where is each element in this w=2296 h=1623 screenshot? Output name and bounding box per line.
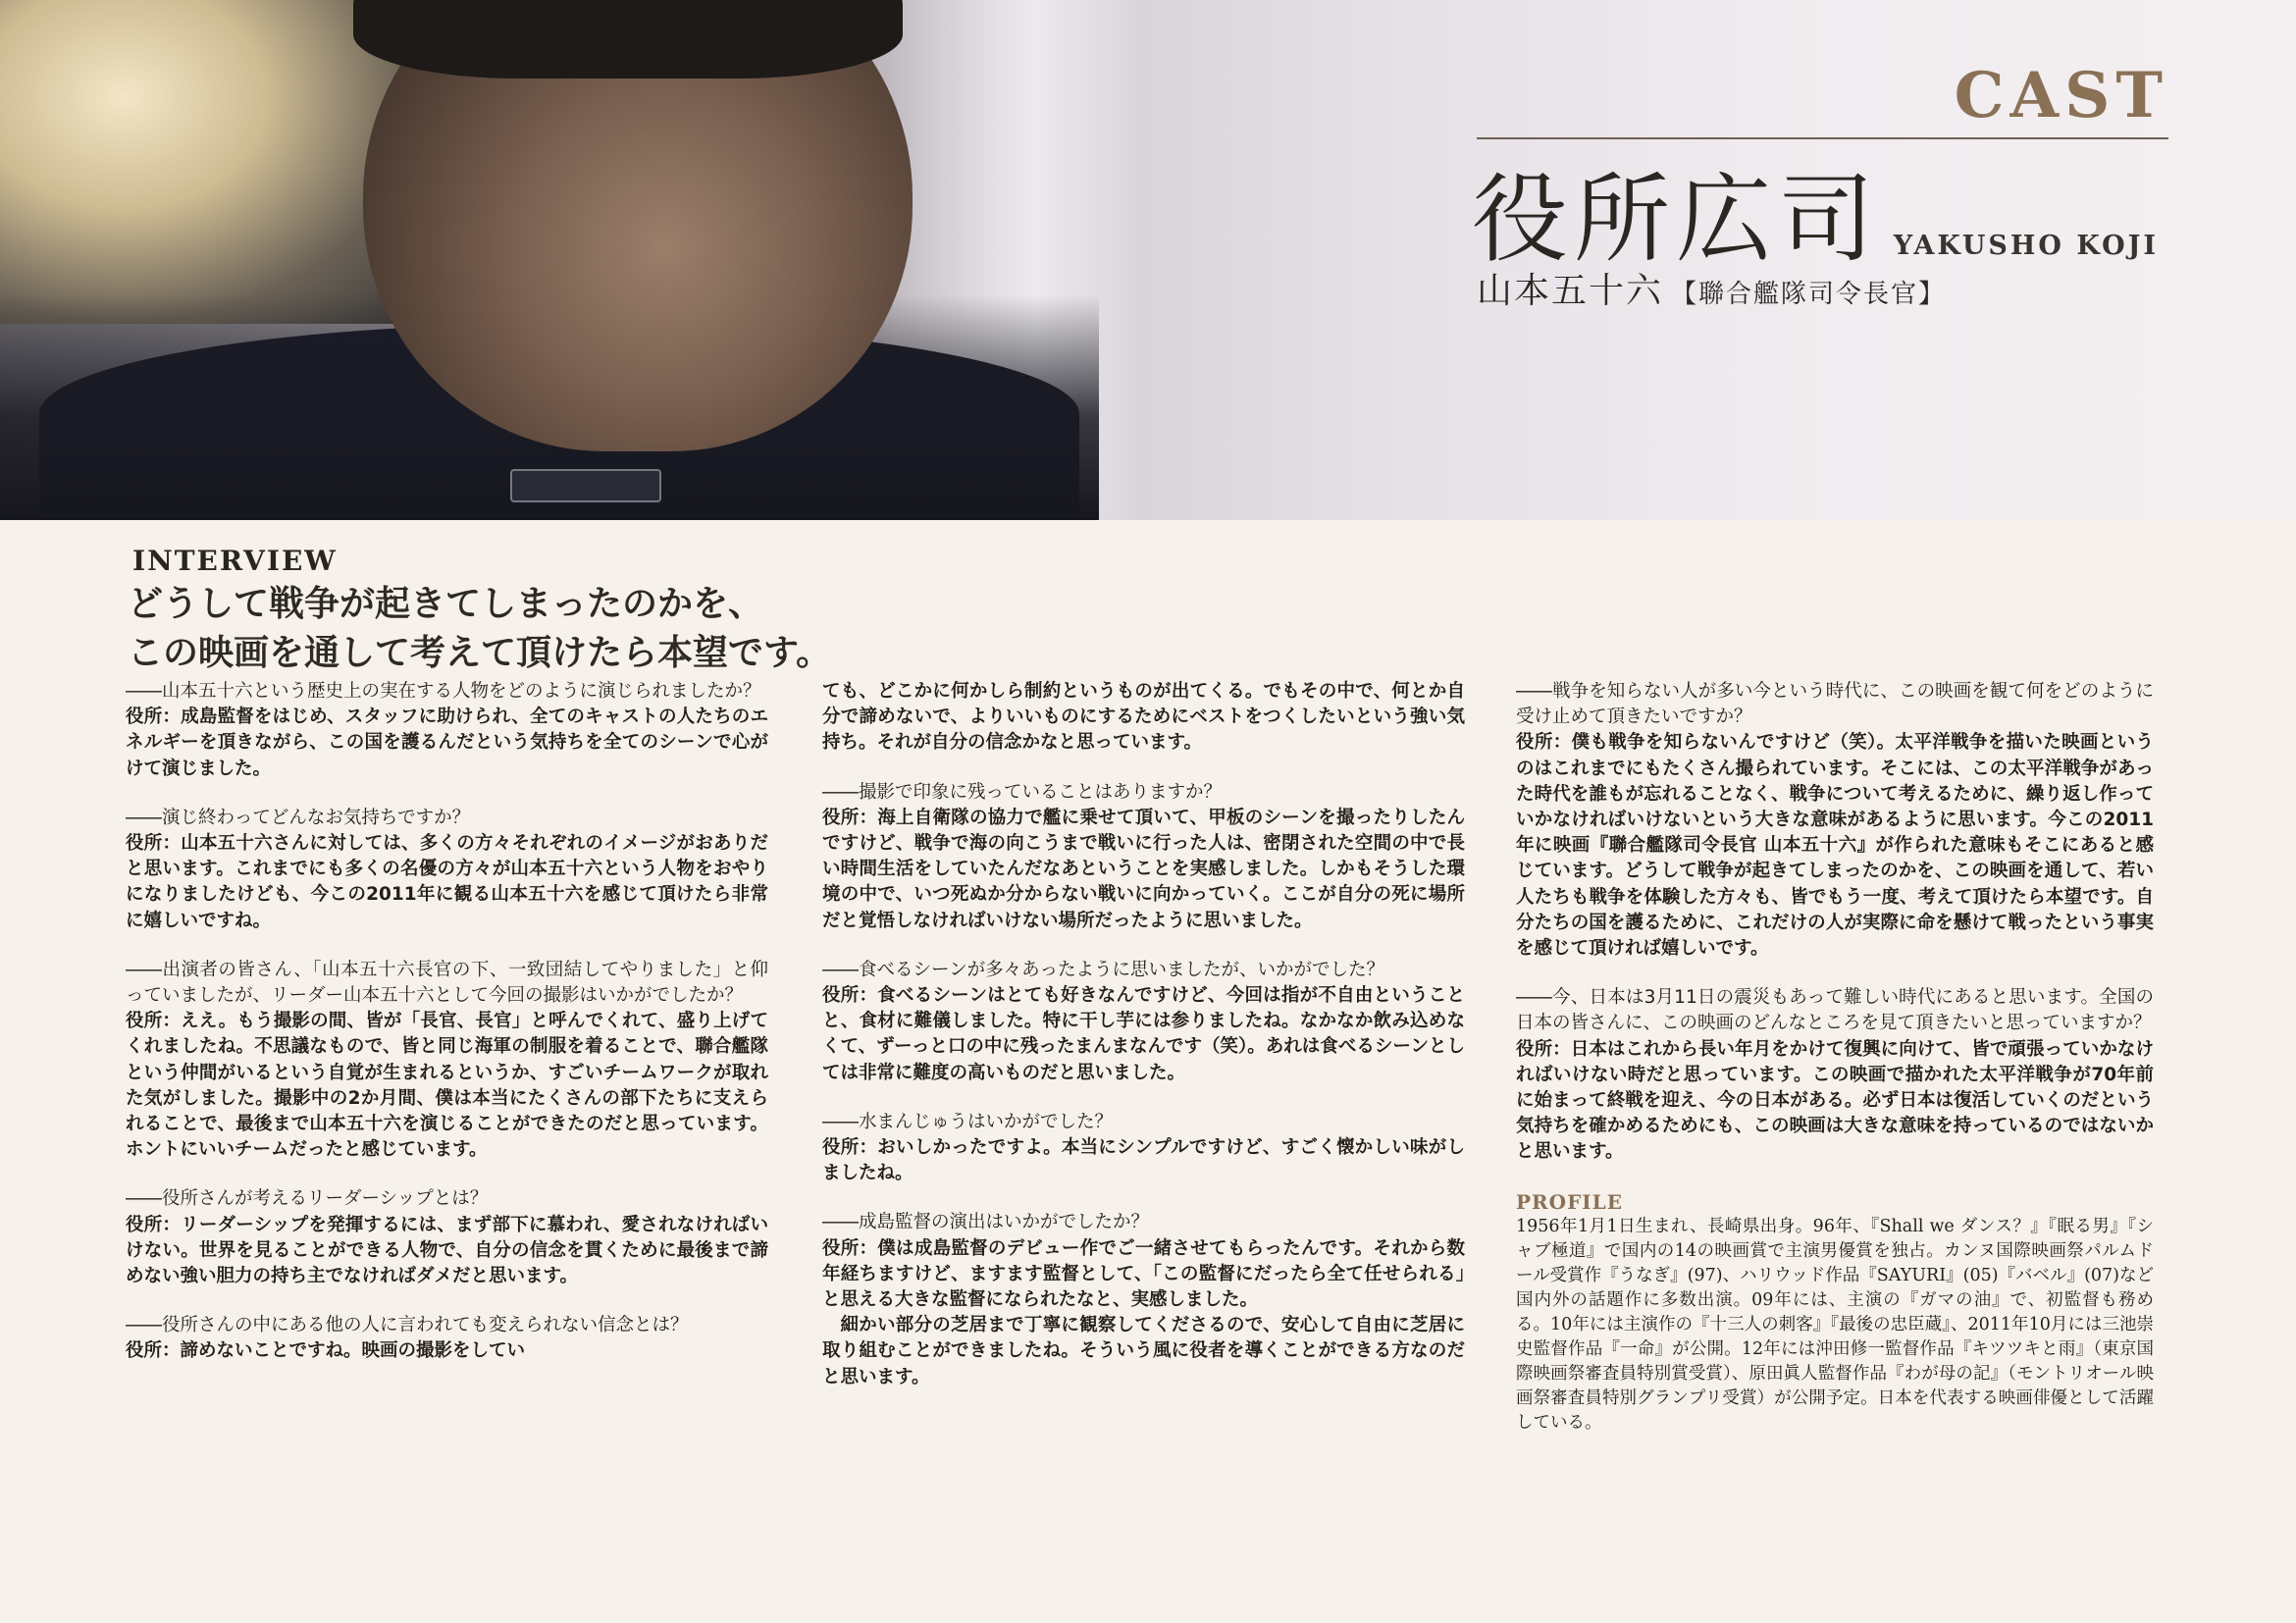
answer: 役所：僕も戦争を知らないんですけど（笑）。太平洋戦争を描いた映画というのはこれまでにもたくさん撮られています。そこには、この太平洋戦争があった時代を誰もが忘れることなく、戦争について考えるために、繰り返し作っていかなければいけないという大きな意味があるように思います。今この2011年に映画『聯合艦隊司令長官 山本五十六』が作られた意味もそこにあると感じています。どうして戦争が起きてしまったのかを、この映画を通して、若い人たちも戦争を体験した方々も、皆でもう一度、考えて頂けたら本望です。自分たちの国を護るために、これだけの人が実際に命を懸けて戦ったという事実を感じて頂ければ嬉しいです。 <box>1516 732 2154 960</box>
question: ――今、日本は3月11日の震災もあって難しい時代にあると思います。全国の日本の皆さんに、この映画のどんなところを見て頂きたいと思っていますか？ <box>1516 987 2154 1034</box>
interview-label: INTERVIEW <box>132 545 338 577</box>
answer: 役所：海上自衛隊の協力で艦に乗せて頂いて、甲板のシーンを撮ったりしたんですけど、戦争で海の向こうまで戦いに行った人は、密閉された空間の中で長い時間生活をしていたんだなあということを実感しました。しかもそうした環境の中で、いつ死ぬか分からない戦いに向かっていく。ここが自分の死に場所だと覚悟しなければいけない場所だったように思いました。 <box>822 807 1465 931</box>
answer: 役所：リーダーシップを発揮するには、まず部下に慕われ、愛されなければいけない。世界を見ることができる人物で、自分の信念を貫くために最後まで諦めない強い胆力の持ち主でなければダメだと思います。 <box>126 1214 768 1287</box>
interview-headline <box>128 579 1305 677</box>
answer: 役所：成島監督をはじめ、スタッフに助けられ、全てのキャストの人たちのエネルギーを頂きながら、この国を護るんだという気持ちを全てのシーンで心がけて演じました。 <box>126 707 768 779</box>
qa-block <box>126 679 768 782</box>
cast-label: CAST <box>1954 59 2168 132</box>
actor-name-en: YAKUSHO KOJI <box>1893 231 2159 261</box>
interview-column-2 <box>822 679 1465 1414</box>
answer: 役所：食べるシーンはとても好きなんですけど、今回は指が不自由ということと、食材に難儀しました。特に干し芋には参りましたね。なかなか飲み込めなくて、ずーっと口の中に残ったまんまなんです（笑）。あれは食べるシーンとしては非常に難度の高いものだと思いました。 <box>822 985 1465 1083</box>
qa-block <box>126 958 768 1164</box>
headline-line: この映画を通して考えて頂けたら本望です。 <box>128 632 832 673</box>
answer: 役所：諦めないことですね。映画の撮影をしてい <box>126 1340 526 1362</box>
lamp-background <box>0 0 412 324</box>
cast-divider <box>1477 137 2168 139</box>
qa-block <box>1516 679 2154 962</box>
role-line <box>1477 263 1946 313</box>
question: ――水まんじゅうはいかがでした？ <box>822 1111 1114 1132</box>
question: ――演じ終わってどんなお気持ちですか？ <box>126 807 471 828</box>
question: ――役所さんの中にある他の人に言われても変えられない信念とは？ <box>126 1315 689 1336</box>
qa-block <box>822 1110 1465 1187</box>
answer: 役所：日本はこれから長い年月をかけて復興に向けて、皆で頑張っていかなければいけない時だと思っています。この映画で描かれた太平洋戦争が70年前に始まって終戦を迎え、今の日本がある。必ず日本は復活していくのだという気持ちを確かめるためにも、この映画は大きな意味を持っているのではないかと思います。 <box>1516 1038 2154 1163</box>
question: ――山本五十六という歴史上の実在する人物をどのように演じられましたか？ <box>126 681 761 702</box>
answer: 役所：ええ。もう撮影の間、皆が「長官、長官」と呼んでくれて、盛り上げてくれましたね。不思議なもので、皆と同じ海軍の制服を着ることで、聯合艦隊という仲間がいるという自覚が生まれるというか、すごいチームワークが取れた気がしました。撮影中の2か月間、僕は本当にたくさんの部下たちに支えられることで、最後まで山本五十六を演じることができたのだと思っています。ホントにいいチームだったと感じています。 <box>126 1011 768 1161</box>
question: ――役所さんが考えるリーダーシップとは？ <box>126 1188 489 1210</box>
actor-name-jp: 役所広司 <box>1472 164 1881 276</box>
qa-block <box>126 806 768 934</box>
qa-block <box>126 1186 768 1289</box>
question: ――撮影で印象に残っていることはありますか？ <box>822 781 1223 803</box>
answer: ても、どこかに何かしら制約というものが出てくる。でもその中で、何とか自分で諦めないで、よりいいものにするためにベストをつくしたいという強い気持ち。それが自分の信念かなと思っています。 <box>822 681 1465 754</box>
answer: 役所：山本五十六さんに対しては、多くの方々それぞれのイメージがおありだと思います。これまでにも多くの名優の方々が山本五十六という人物をおやりになりましたけども、今この2011年に観る山本五十六を感じて頂けたら非常に嬉しいですね。 <box>126 833 768 931</box>
answer: 役所：僕は成島監督のデビュー作でご一緒させてもらったんです。それから数年経ちますけど、ますます監督として、「この監督にだったら全て任せられる」と思える大きな監督になられたなと、実感しました。 <box>822 1237 1465 1311</box>
interview-column-3 <box>1516 679 2154 1436</box>
qa-block <box>1516 985 2154 1165</box>
actor-hair <box>353 0 903 79</box>
qa-block <box>822 958 1465 1086</box>
answer: 役所：おいしかったですよ。本当にシンプルですけど、すごく懐かしい味がしましたね。 <box>822 1137 1465 1184</box>
role-name: 山本五十六 <box>1477 271 1664 311</box>
role-title: 【聯合艦隊司令長官】 <box>1671 280 1947 309</box>
qa-block <box>822 679 1465 757</box>
profile-label: PROFILE <box>1516 1189 1623 1214</box>
profile-text: 1956年1月1日生まれ、長崎県出身。96年、『Shall we ダンス？』『眠る男』『シャブ極道』で国内の14の映画賞で主演男優賞を独占。カンヌ国際映画祭パルムドール受賞作『うなぎ』(97)、ハリウッド作品『SAYURI』(05)『バベル』(07)など国内外の話題作に多数出演。09年には、主演の『ガマの油』で、初監督も務める。10年には主演作の『十三人の刺客』『最後の忠臣蔵』、2011年10月には三池崇史監督作品『一命』が公開。12年には沖田修一監督作品『キツツキと雨』（東京国際映画祭審査員特別賞受賞）、原田眞人監督作品『わが母の記』（モントリオール映画祭審査員特別グランプリ受賞）が公開予定。日本を代表する映画俳優として活躍している。 <box>1516 1216 2154 1433</box>
qa-block <box>126 1313 768 1364</box>
question: ――成島監督の演出はいかがでしたか？ <box>822 1212 1150 1233</box>
headline-line: どうして戦争が起きてしまったのかを、 <box>128 583 764 624</box>
interview-column-1 <box>126 679 768 1388</box>
answer-paragraph: 細かい部分の芝居まで丁寧に観察してくださるので、安心して自由に芝居に取り組むことができましたね。そういう風に役者を導くことができる方なのだと思います。 <box>822 1315 1465 1387</box>
qa-block <box>822 780 1465 934</box>
collar-insignia <box>510 469 661 502</box>
question: ――出演者の皆さん、「山本五十六長官の下、一致団結してやりました」と仰っていましたが、リーダー山本五十六として今回の撮影はいかがでしたか？ <box>126 959 768 1007</box>
qa-block <box>822 1210 1465 1389</box>
question: ――食べるシーンが多々あったように思いましたが、いかがでした？ <box>822 959 1384 980</box>
question: ――戦争を知らない人が多い今という時代に、この映画を観て何をどのように受け止めて頂きたいですか？ <box>1516 681 2154 728</box>
